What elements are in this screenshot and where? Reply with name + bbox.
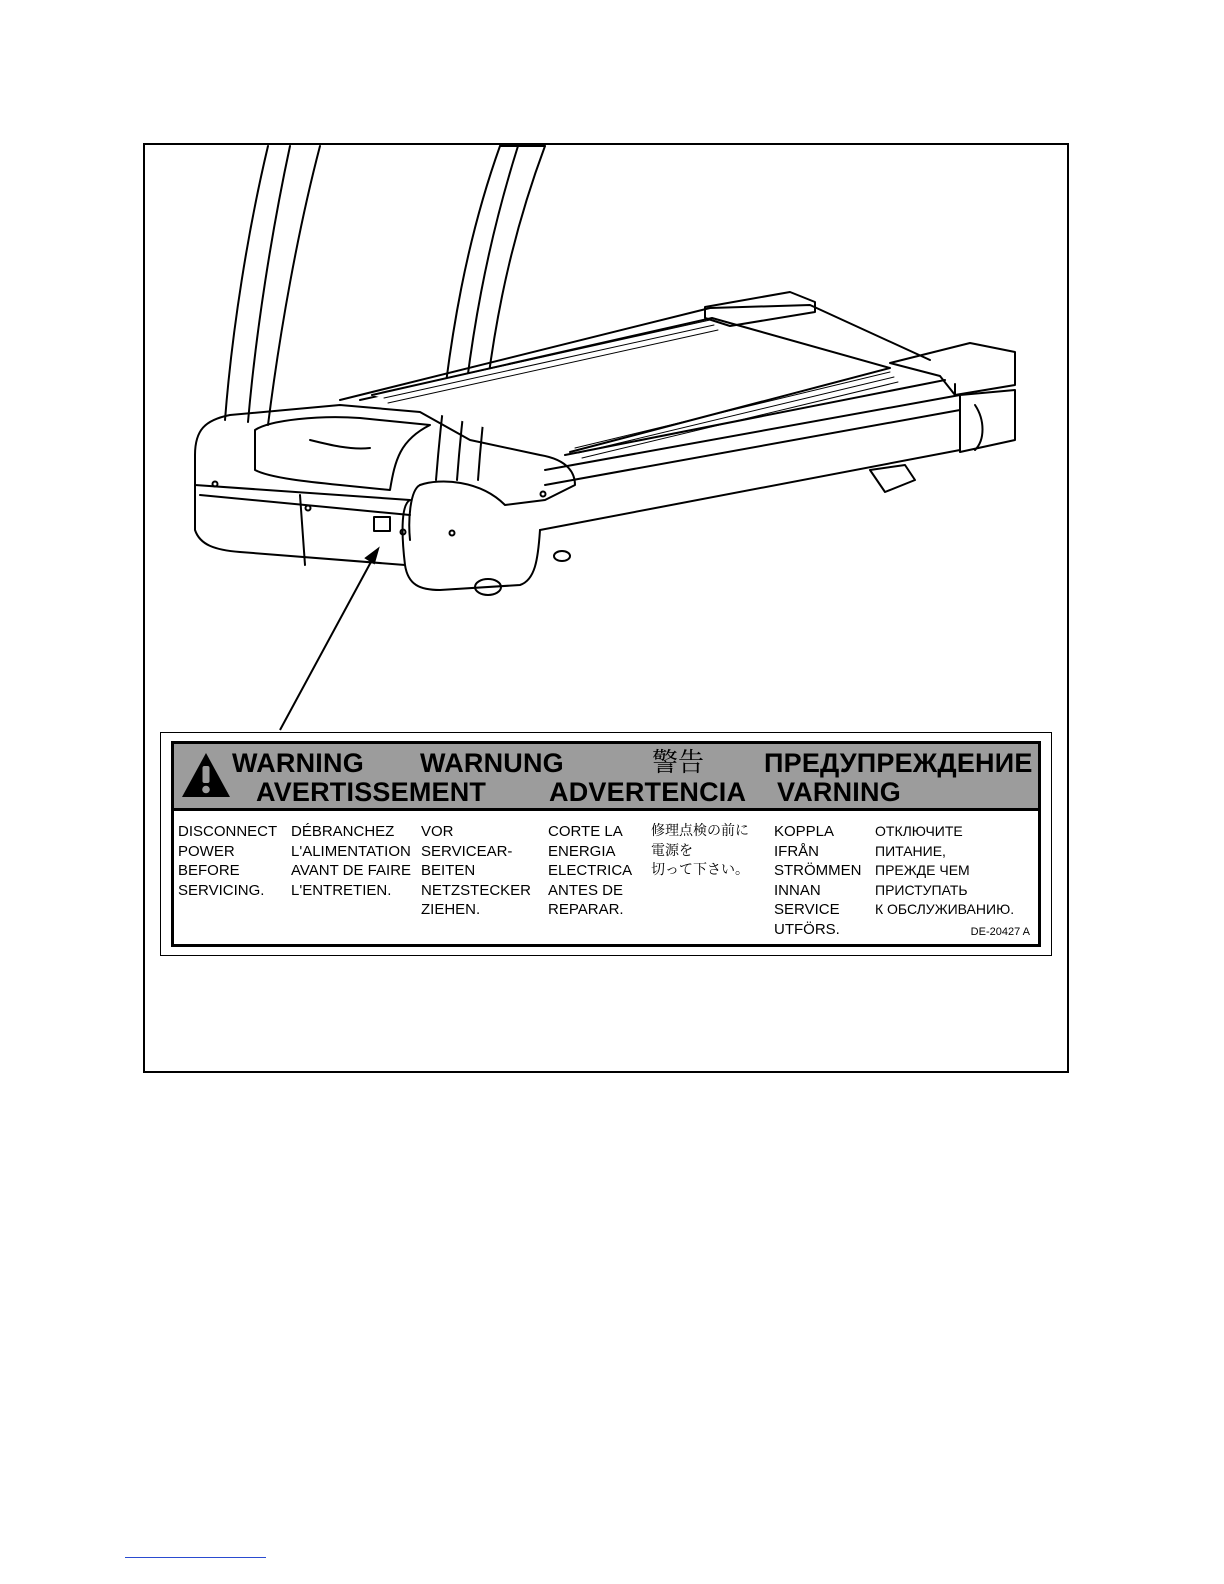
- instruction-line: REPARAR.: [548, 901, 624, 918]
- instruction-line: CORTE LA: [548, 823, 623, 840]
- instruction-line: ANTES DE: [548, 881, 624, 899]
- instruction-line: 電源を: [651, 842, 693, 859]
- instruction-line: DISCONNECT: [178, 823, 278, 840]
- warning-label: [160, 732, 1052, 956]
- instruction-line: L'ALIMENTATION: [291, 842, 411, 860]
- heading-warning-es: ADVERTENCIA: [549, 777, 747, 807]
- heading-warning-jp: 警告: [652, 748, 705, 778]
- warning-triangle-icon: [180, 750, 232, 800]
- instruction-column-sv: [774, 822, 862, 939]
- instruction-line: AVANT DE FAIRE: [291, 862, 412, 879]
- instruction-line: UTFÖRS.: [774, 920, 840, 938]
- instruction-line: 切って下さい。: [651, 862, 749, 878]
- footer-rule: [125, 1557, 266, 1558]
- instruction-line: SERVICEAR-: [421, 842, 513, 860]
- instruction-line: ZIEHEN.: [421, 901, 481, 918]
- instruction-column-ru: [875, 822, 1014, 920]
- instruction-line: SERVICE: [774, 901, 840, 918]
- instruction-line: VOR: [421, 823, 454, 840]
- instruction-column-en: [178, 822, 277, 900]
- instruction-line: ПРИСТУПАТЬ: [875, 881, 968, 898]
- instruction-line: BEITEN: [421, 862, 476, 879]
- instruction-column-de: [421, 822, 531, 920]
- instruction-column-es: [548, 822, 632, 920]
- instruction-line: BEFORE: [178, 862, 240, 879]
- instruction-line: ELECTRICA: [548, 862, 633, 879]
- instruction-line: KOPPLA: [774, 823, 835, 840]
- instruction-column-jp: [651, 822, 749, 881]
- heading-warning-de: WARNUNG: [420, 748, 564, 778]
- instruction-line: L'ENTRETIEN.: [291, 881, 392, 899]
- instruction-line: ENERGIA: [548, 842, 616, 860]
- instruction-line: ПИТАНИЕ,: [875, 842, 946, 859]
- instruction-line: ОТКЛЮЧИТЕ: [875, 823, 963, 839]
- instruction-line: SERVICING.: [178, 881, 265, 899]
- warning-label-inner: [171, 741, 1041, 947]
- instruction-line: ПРЕЖДЕ ЧЕМ: [875, 862, 970, 878]
- heading-warning-ru: ПРЕДУПРЕЖДЕНИЕ: [764, 748, 1033, 778]
- instruction-line: NETZSTECKER: [421, 881, 532, 899]
- instruction-line: STRÖMMEN: [774, 862, 862, 879]
- heading-warning-fr: AVERTISSEMENT: [256, 777, 487, 807]
- instruction-column-fr: [291, 822, 411, 900]
- instruction-line: INNAN: [774, 881, 821, 899]
- instruction-line: К ОБСЛУЖИВАНИЮ.: [875, 901, 1015, 917]
- part-code: DE-20427 A: [970, 926, 1030, 938]
- instruction-line: 修理点検の前に: [651, 823, 749, 839]
- instruction-line: POWER: [178, 842, 235, 860]
- instruction-line: DÉBRANCHEZ: [291, 823, 395, 840]
- heading-warning-sv: VARNING: [777, 777, 901, 807]
- warning-banner: [174, 744, 1038, 811]
- heading-warning-en: WARNING: [232, 748, 364, 778]
- instruction-line: IFRÅN: [774, 842, 819, 860]
